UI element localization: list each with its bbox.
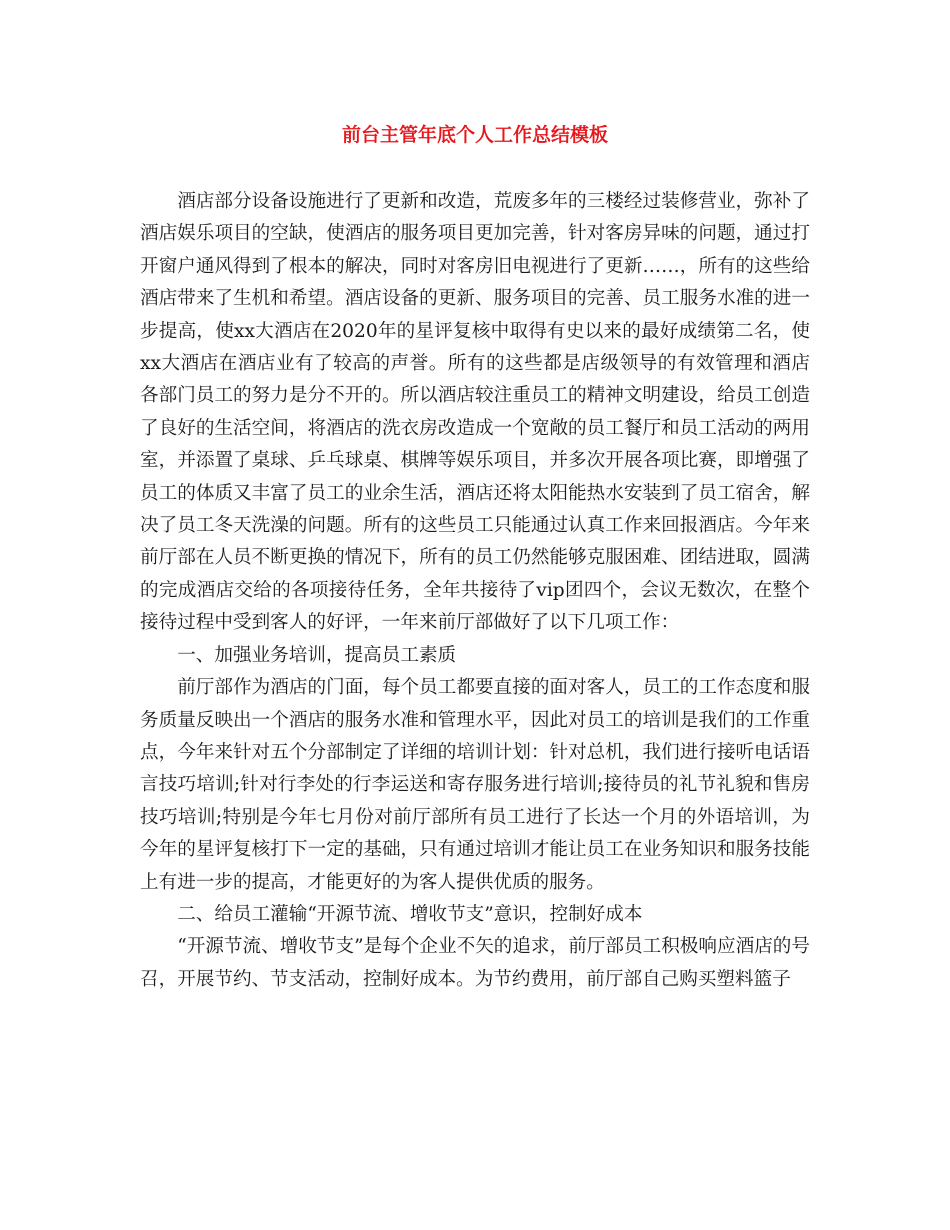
paragraph-training: 前厅部作为酒店的门面，每个员工都要直接的面对客人，员工的工作态度和服务质量反映出一个酒店的服务水准和管理水平，因此对员工的培训是我们的工作重点，今年来针对五个分部制定了详细的培训计划：针对总机，我们进行接听电话语言技巧培训;针对行李处的行李运送和寄存服务进行培训;接待员的礼节礼貌和售房技巧培训;特别是今年七月份对前厅部所有员工进行了长达一个月的外语培训，为今年的星评复核打下一定的基础，只有通过培训才能让员工在业务知识和服务技能上有进一步的提高，才能更好的为客人提供优质的服务。	[140, 677, 810, 893]
document-body	[140, 186, 810, 996]
paragraph-cost-control: “开源节流、增收节支”是每个企业不矢的追求，前厅部员工积极响应酒店的号召，开展节约、节支活动，控制好成本。为节约费用，前厅部自己购买塑料篮子	[140, 936, 810, 990]
document-title: 前台主管年底个人工作总结模板	[341, 124, 608, 146]
section-heading-cost-control: 二、给员工灌输“开源节流、增收节支”意识，控制好成本	[177, 903, 643, 925]
section-heading-training: 一、加强业务培训，提高员工素质	[177, 644, 457, 666]
paragraph-intro: 酒店部分设备设施进行了更新和改造，荒废多年的三楼经过装修营业，弥补了酒店娱乐项目的空缺，使酒店的服务项目更加完善，针对客房异味的问题，通过打开窗户通风得到了根本的解决，同时对客房旧电视进行了更新……，所有的这些给酒店带来了生机和希望。酒店设备的更新、服务项目的完善、员工服务水准的进一步提高，使xx大酒店在2020年的星评复核中取得有史以来的最好成绩第二名，使xx大酒店在酒店业有了较高的声誉。所有的这些都是店级领导的有效管理和酒店各部门员工的努力是分不开的。所以酒店较注重员工的精神文明建设，给员工创造了良好的生活空间，将酒店的洗衣房改造成一个宽敞的员工餐厅和员工活动的两用室，并添置了桌球、乒乓球桌、棋牌等娱乐项目，并多次开展各项比赛，即增强了员工的体质又丰富了员工的业余生活，酒店还将太阳能热水安装到了员工宿舍，解决了员工冬天洗澡的问题。所有的这些员工只能通过认真工作来回报酒店。今年来前厅部在人员不断更换的情况下，所有的员工仍然能够克服困难、团结进取，圆满的完成酒店交给的各项接待任务，全年共接待了vip团四个，会议无数次，在整个接待过程中受到客人的好评，一年来前厅部做好了以下几项工作：	[140, 191, 810, 634]
